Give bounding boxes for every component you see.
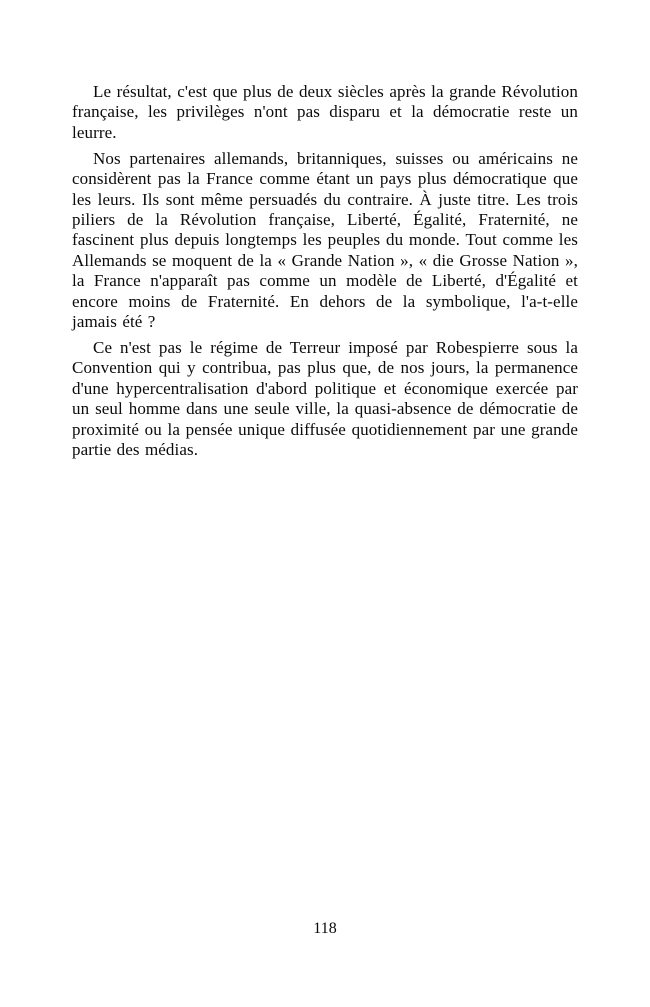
paragraph-1: Le résultat, c'est que plus de deux siècles après la grande Révolution française, les privilèges n'ont pas disparu et la démocratie reste un leurre. — [72, 82, 578, 142]
paragraph-2: Nos partenaires allemands, britanniques, suisses ou américains ne considèrent pas la France comme étant un pays plus démocratique que les leurs. Ils sont même persuadés du contraire. À juste titre. Les trois piliers de la Révolution française, Liberté, Égalité, Fraternité, ne fascinent plus depuis longtemps les peuples du monde. Tout comme les Allemands se moquent de la « Grande Nation », « die Grosse Nation », la France n'apparaît pas comme un modèle de Liberté, d'Égalité et encore moins de Fraternité. En dehors de la symbolique, l'a-t-elle jamais été ? — [72, 148, 578, 331]
page-number: 118 — [313, 920, 337, 937]
paragraph-3: Ce n'est pas le régime de Terreur imposé par Robespierre sous la Convention qui y contribua, pas plus que, de nos jours, la permanence d'une hypercentralisation d'abord politique et économique exercée par un seul homme dans une seule ville, la quasi-absence de démocratie de proximité ou la pensée unique diffusée quotidiennement par une grande partie des médias. — [72, 337, 578, 459]
text-block — [72, 82, 578, 466]
